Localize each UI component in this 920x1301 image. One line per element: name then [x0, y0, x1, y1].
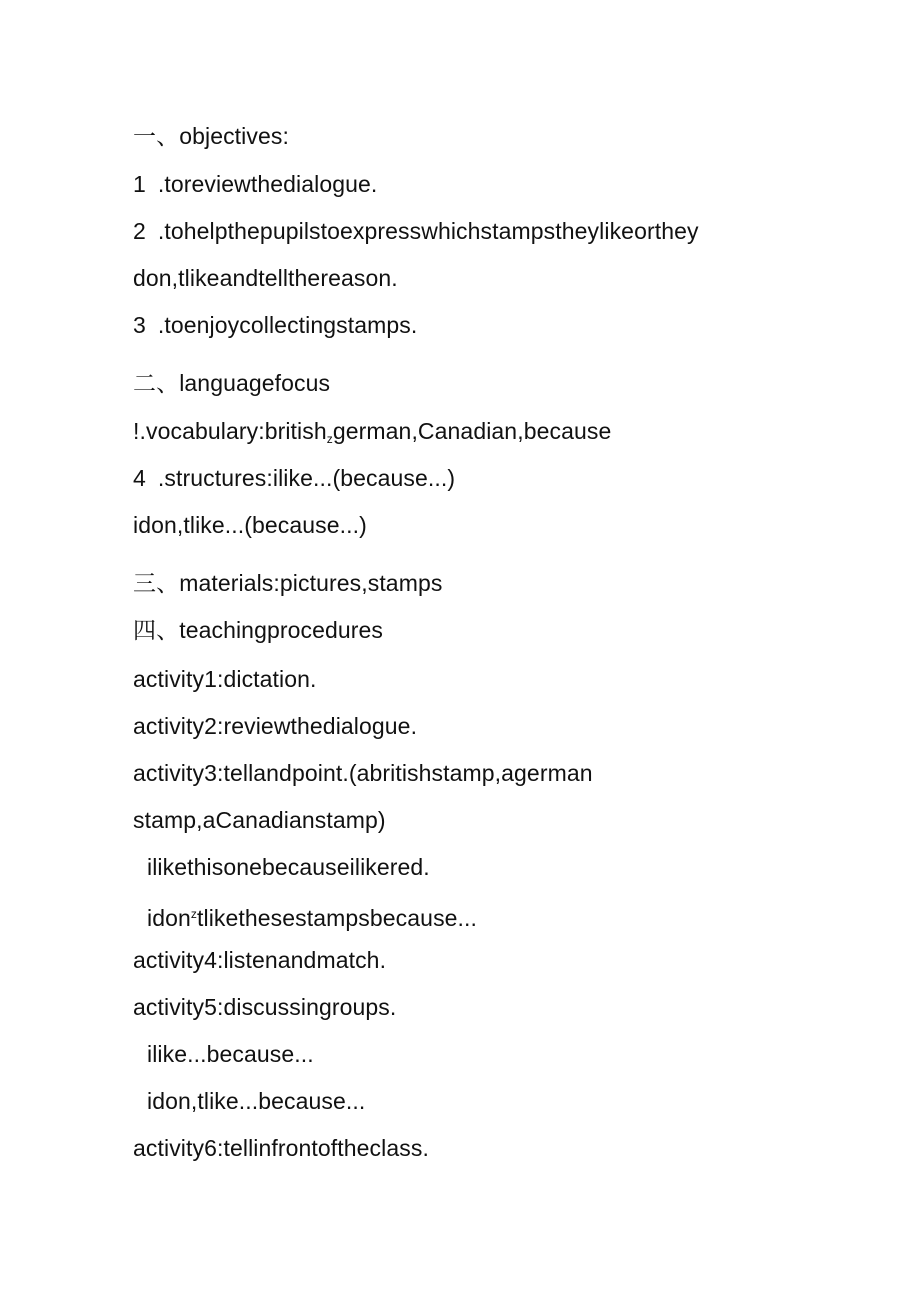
activity-3-continued: stamp,aCanadianstamp) [133, 807, 386, 833]
activity-5-example-2: idon,tlike...because... [147, 1088, 366, 1114]
section-title: languagefocus [179, 370, 331, 396]
activity-3: activity3:tellandpoint.(abritishstamp,agerman [133, 760, 593, 786]
objectives-heading [133, 121, 289, 152]
vocabulary-line: !.vocabulary:british$_z$german,Canadian,because [133, 418, 612, 446]
activity-6: activity6:tellinfrontoftheclass. [133, 1135, 429, 1161]
structures-line-2: idon,tlike...(because...) [133, 512, 367, 538]
item-number: 3 [133, 312, 146, 338]
objective-item-1 [133, 169, 377, 199]
section-title: teachingprocedures [179, 617, 384, 643]
section-marker: 一、 [133, 124, 180, 150]
materials-heading [133, 568, 442, 599]
item-text: .toreviewthedialogue. [157, 171, 378, 197]
activity-3-example-2: idon$^z$tlikethesestampsbecause... [147, 905, 478, 931]
objective-item-2 [133, 216, 699, 246]
activity-5-example-1: ilike...because... [147, 1041, 314, 1067]
item-text: .toenjoycollectingstamps. [157, 312, 418, 338]
item-text: don,tlikeandtellthereason. [133, 265, 398, 291]
section-title: materials:pictures,stamps [179, 570, 443, 596]
language-focus-heading [133, 368, 330, 399]
activity-5: activity5:discussingroups. [133, 994, 397, 1020]
item-text: .tohelpthepupilstoexpresswhichstampstheylikeorthey [157, 218, 699, 244]
section-marker: 三、 [133, 571, 180, 597]
section-marker: 四、 [133, 618, 180, 644]
activity-4: activity4:listenandmatch. [133, 947, 387, 973]
item-number: 1 [133, 171, 146, 197]
item-number: 2 [133, 218, 146, 244]
activity-2: activity2:reviewthedialogue. [133, 713, 418, 739]
activity-3-example-1: ilikethisonebecauseilikered. [147, 854, 430, 880]
item-number: 4 [133, 465, 146, 491]
section-title: objectives: [179, 123, 289, 149]
activity-1: activity1:dictation. [133, 666, 317, 692]
objective-item-2-continued [133, 263, 398, 293]
section-marker: 二、 [133, 371, 180, 397]
structures-line: 4 .structures:ilike...(because...) [133, 465, 456, 491]
objective-item-3 [133, 310, 417, 340]
procedures-heading [133, 615, 383, 646]
